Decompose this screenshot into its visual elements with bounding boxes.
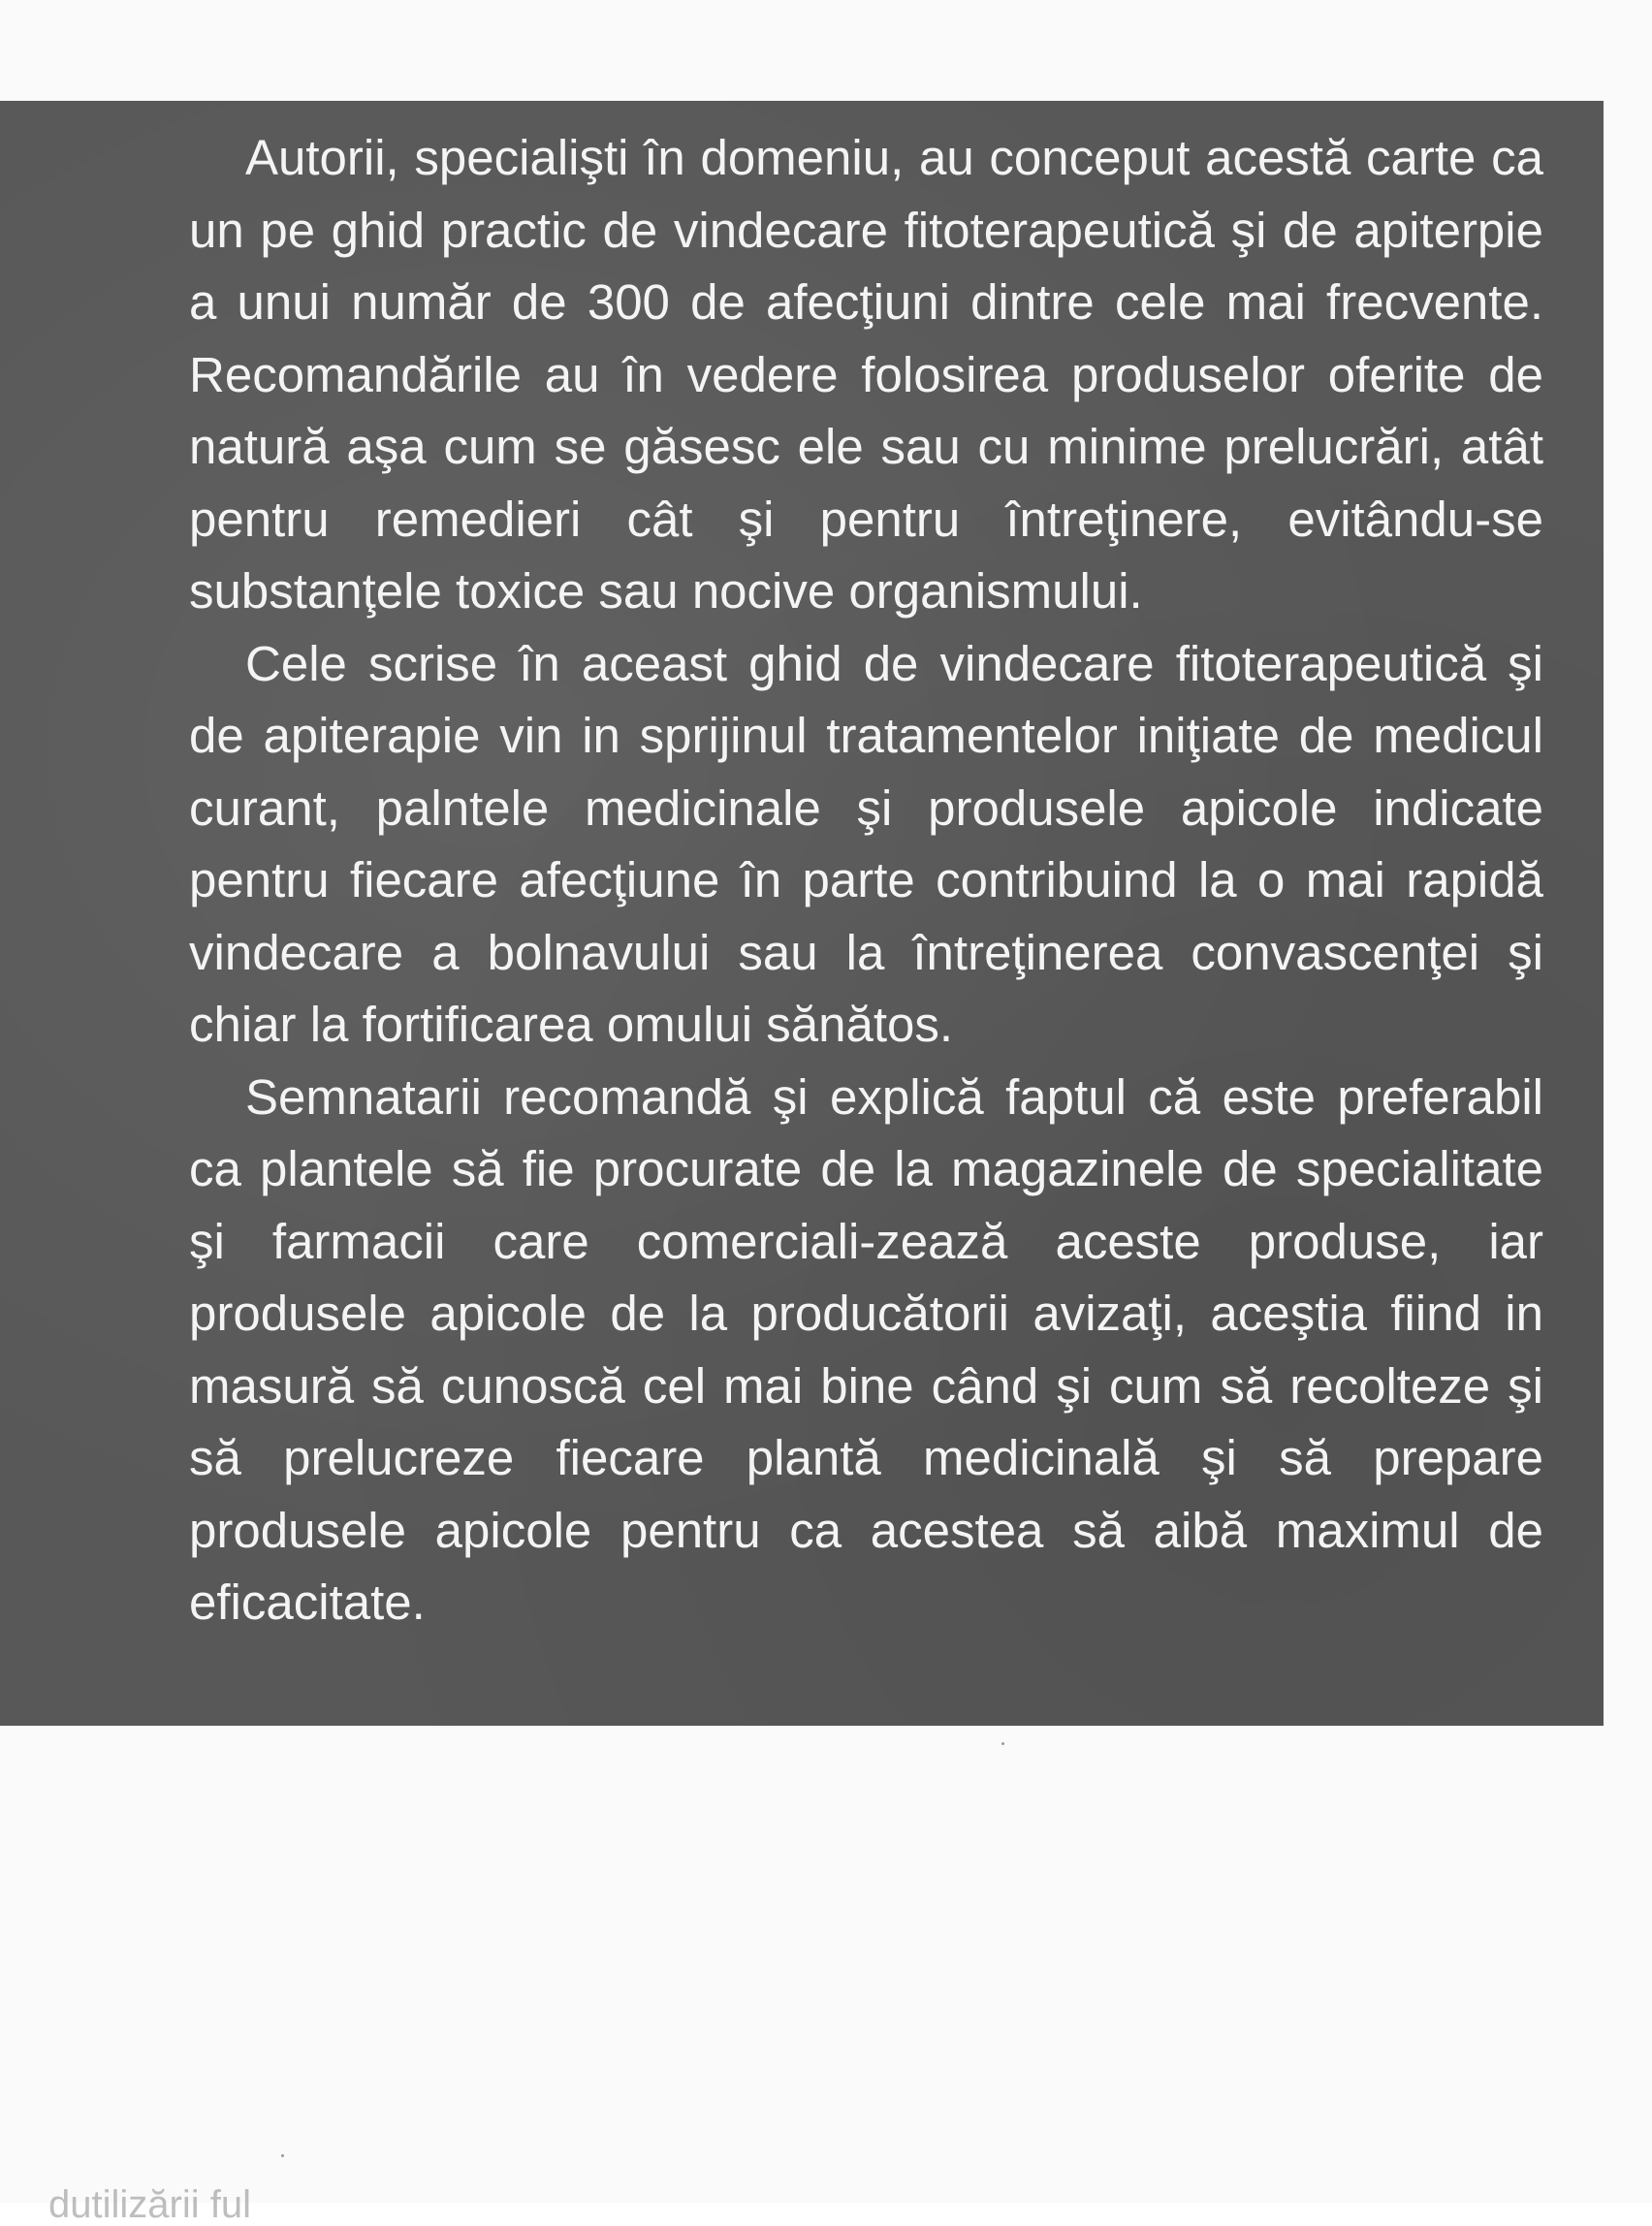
text-panel bbox=[0, 101, 1604, 1726]
scan-speck bbox=[281, 2154, 284, 2157]
paragraph-recommendations: Semnatarii recomandă şi explică faptul că este preferabil ca plantele să fie procurate de la magazinele de specialitate şi farmacii care comerciali-zează aceste produse, iar produsele apicole de la producătorii avizaţi, aceştia fiind in masură să cunoscă cel mai bine când şi cum să recolteze şi să prelucreze fiecare plantă medicinală şi să prepare produsele apicole pentru ca acestea să aibă maximul de eficacitate. bbox=[189, 1068, 1543, 1630]
paragraph-guide-purpose: Cele scrise în aceast ghid de vindecare fitoterapeutică şi de apiterapie vin in sprijinul tratamentelor iniţiate de medicul curant, palntele medicinale şi produsele apicole indicate pentru fiecare afecţiune în parte contribuind la o mai rapidă vindecare a bolnavului sau la întreţinerea convascenţei şi chiar la fortificarea omului sănătos. bbox=[189, 635, 1543, 1052]
scan-speck bbox=[1001, 1742, 1004, 1745]
cut-off-footer-text: dutilizării ful bbox=[48, 2183, 251, 2226]
paragraph-authors-intro: Autorii, specialişti în domeniu, au conceput acestă carte ca un pe ghid practic de vindecare fitoterapeutică şi de apiterpie a unui număr de 300 de afecţiuni dintre cele mai frecvente. Recomandările au în vedere folosirea produselor oferite de natură aşa cum se găsesc ele sau cu minime prelucrări, atât pentru remedieri cât şi pentru întreţinere, evitându-se substanţele toxice sau nocive organismului. bbox=[189, 130, 1543, 619]
